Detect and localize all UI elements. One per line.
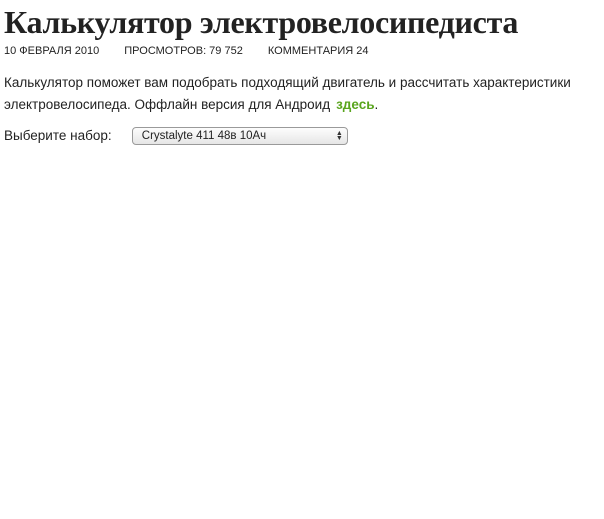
android-version-link[interactable]: здесь [336,97,375,112]
view-count: ПРОСМОТРОВ: 79 752 [124,45,243,57]
preset-label: Выберите набор: [4,127,112,143]
intro-text [4,72,594,116]
preset-row [4,127,348,145]
post-meta [4,45,391,57]
page-title: Калькулятор электровелосипедиста [4,4,519,40]
preset-selected-value: Crystalyte 411 48в 10Ач [141,130,267,142]
post-date: 10 ФЕВРАЛЯ 2010 [4,45,100,57]
comment-count[interactable]: КОММЕНТАРИЯ 24 [267,45,369,57]
preset-select[interactable] [132,127,348,145]
intro-description: Калькулятор поможет вам подобрать подходящий двигатель и рассчитать характеристики электровелосипеда. Оффлайн версия для Андроид [4,75,571,112]
intro-period: . [374,97,379,112]
select-arrows-icon: ▲ ▼ [335,130,343,142]
